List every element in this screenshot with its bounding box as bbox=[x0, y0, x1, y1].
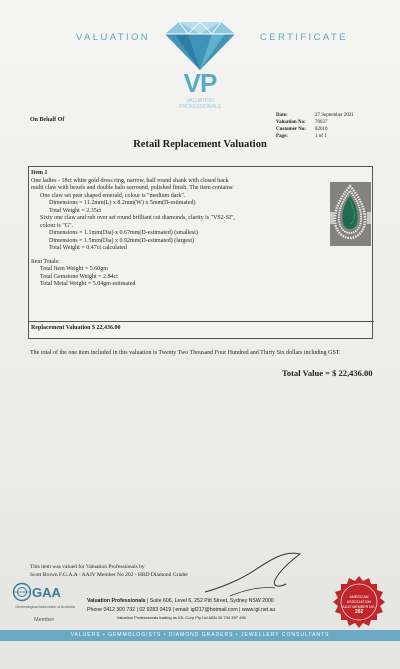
on-behalf-of-label: On Behalf Of bbox=[30, 117, 65, 123]
diamond-weight: Total Weight = 0.47ct calculated bbox=[49, 245, 127, 251]
item-table bbox=[28, 166, 373, 339]
company-name: Valuation Professionals bbox=[87, 598, 146, 604]
item-description bbox=[31, 170, 316, 289]
valuer-note-line: This item was valued for Valuation Professionals by bbox=[30, 564, 145, 570]
header-certificate-word: CERTIFICATE bbox=[260, 32, 348, 43]
meta-key: Customer No: bbox=[276, 127, 307, 132]
company-details bbox=[87, 597, 275, 623]
logo-subtitle-line-2: PROFESSIONALS bbox=[178, 104, 222, 110]
ring-photo bbox=[330, 182, 371, 246]
item-totals-heading: Item Totals: bbox=[31, 258, 60, 265]
item-description-line: One ladies - 18ct white gold dress ring, narrow, half round shank with closed back bbox=[31, 177, 229, 184]
total-value: Total Value = $ 22,436.00 bbox=[282, 368, 373, 378]
member-label: Member bbox=[34, 617, 55, 623]
header-valuation-word: VALUATION bbox=[76, 32, 151, 43]
total-gemstone-weight: Total Gemstone Weight = 2.84ct bbox=[40, 273, 118, 280]
meta-value: 70637 bbox=[315, 120, 328, 125]
emerald-weight: Total Weight = 2.35ct bbox=[49, 207, 102, 214]
logo-subtitle bbox=[160, 98, 240, 110]
meta-key: Page: bbox=[276, 134, 288, 139]
meta-row-date bbox=[276, 112, 354, 119]
meta-value: 82010 bbox=[315, 127, 328, 132]
valuer-note bbox=[30, 564, 188, 579]
gaa-wordmark: GAA bbox=[32, 585, 61, 600]
replacement-valuation: Replacement Valuation $ 22,436.00 bbox=[31, 325, 121, 331]
seal-top-text: AMERICAN ASSOCIATION bbox=[346, 595, 372, 604]
item-description-cell bbox=[29, 167, 374, 322]
meta-key: Date: bbox=[276, 113, 288, 118]
seal-text bbox=[338, 595, 380, 615]
meta-row-valuation-no bbox=[276, 119, 354, 126]
meta-value: 27 September 2021 bbox=[315, 113, 354, 118]
company-trading: Valuation Professionals trading as IGL Corp Pty Ltd ABN 25 734 397 496 bbox=[116, 615, 246, 620]
item-heading: Item 1 bbox=[31, 170, 48, 176]
seal-number: 202 bbox=[354, 609, 364, 615]
diamond-colour: colour is "G". bbox=[40, 222, 74, 229]
valuation-meta bbox=[276, 112, 354, 140]
footer-band-text: VALUERS • GEMMOLOGISTS • DIAMOND GRADERS • JEWELLERY CONSULTANTS bbox=[70, 632, 330, 638]
diamond-description: Sixty one claw and rub over set round brilliant cut diamonds, clarity is "VS2-SI", bbox=[40, 215, 236, 221]
emerald-description: One claw set pear shaped emerald, colour is "medium dark". bbox=[40, 192, 186, 199]
company-line bbox=[87, 597, 275, 606]
item-description-line: multi claw with bezels and double halo surround, polished finish. The item contains: bbox=[31, 185, 234, 191]
emerald-dimensions: Dimensions = 11.2mm(L) x 8.2mm(W) x 5mm(D-estimated) bbox=[49, 200, 196, 206]
valuer-note-line: Scott Brown F.G.A.A - AAJV Member No 202 - HRD Diamond Grader bbox=[30, 571, 189, 578]
total-metal-weight: Total Metal Weight = 5.04gm estimated bbox=[40, 281, 136, 287]
total-sentence: The total of the one item included in this valuation is Twenty Two Thousand Four Hundred and Thirty Six dollars including GST. bbox=[30, 350, 341, 356]
diamond-logo-icon bbox=[161, 20, 239, 72]
diamond-dimensions-smallest: Dimensions = 1.1mm(Dia) x 0.67mm(D-estimated) (smallest) bbox=[49, 230, 198, 236]
meta-key: Valuation No: bbox=[276, 120, 306, 125]
total-item-weight: Total Item Weight = 5.60gm bbox=[40, 266, 108, 272]
company-address: | Suite 606, Level 6, 252 Pitt Street, Sydney NSW 2000 bbox=[145, 598, 274, 604]
seal-mid-text: AAJV MEMBER NO. bbox=[342, 605, 376, 609]
document-title: Retail Replacement Valuation bbox=[133, 139, 267, 150]
gaa-subtitle: Gemmological Association of Australia bbox=[15, 605, 75, 609]
diamond-dimensions-largest: Dimensions = 1.5mm(Dia) x 0.92mm(D-estimated) (largest) bbox=[49, 237, 195, 244]
meta-row-customer-no bbox=[276, 126, 354, 133]
logo-initials: VP bbox=[183, 68, 217, 98]
meta-value: 1 of 1 bbox=[315, 134, 327, 139]
company-contact: Phone 0412 300 732 | 02 9283 0419 | email: igl217@hotmail.com | www.igl.net.au bbox=[87, 606, 276, 613]
emerald-ring-icon bbox=[330, 182, 371, 246]
signature-icon bbox=[200, 540, 310, 600]
logo-subtitle-line-1: VALUATION bbox=[186, 98, 214, 104]
